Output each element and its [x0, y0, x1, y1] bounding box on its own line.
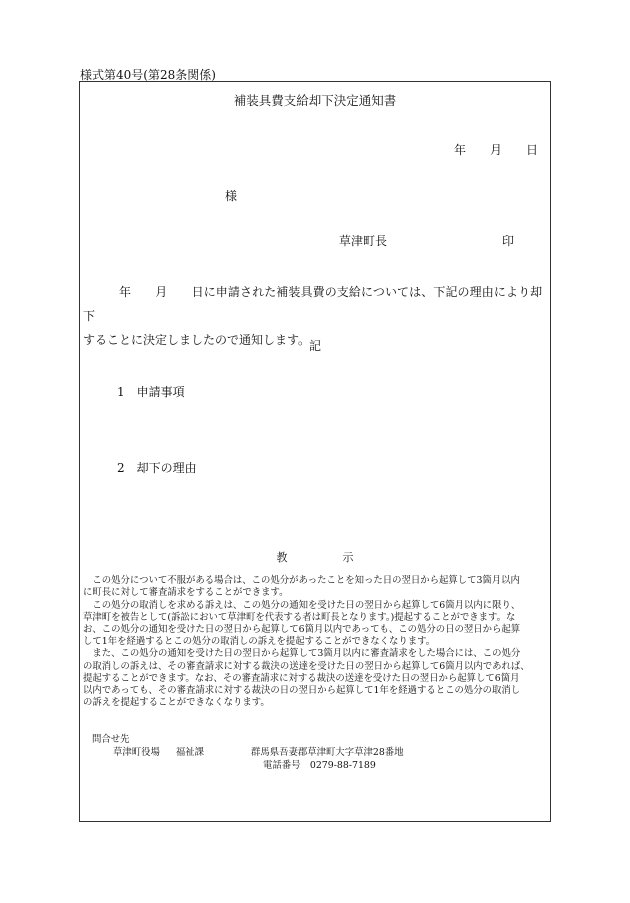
office-name: 草津町役場	[113, 747, 160, 758]
instruction-paragraph-3	[83, 661, 549, 709]
department-name: 福祉課	[175, 747, 205, 758]
instruction-line: に町長に対して審査請求をすることができます。	[83, 587, 289, 599]
item-rejection-reason: 2 却下の理由	[117, 461, 197, 475]
inquiry-phone: 電話番号 0279-88-7189	[263, 760, 376, 771]
instruction-line: 草津町を被告として(訴訟において草津町を代表する者は町長となります。)提起することができます。な	[83, 612, 516, 624]
instruction-line: 提起することができます。なお、その審査請求に対する裁決の送達を受けた日の翌日から起算して6箇月	[83, 673, 520, 685]
instruction-line: また、この処分の通知を受けた日の翌日から起算して3箇月以内に審査請求をした場合には、この処分	[83, 648, 521, 660]
instruction-paragraph-1	[83, 575, 549, 599]
date-month: 月	[490, 143, 503, 157]
inquiry-office	[113, 744, 220, 758]
notice-body-line: することに決定しましたので通知します。	[83, 333, 311, 347]
document-title: 補装具費支給却下決定通知書	[233, 93, 397, 108]
instruction-paragraph-2	[83, 600, 549, 660]
instruction-line: して1年を経過するとこの処分の取消しの訴えを提起することができなくなります。	[83, 636, 436, 648]
issuer-name: 草津町長	[339, 234, 388, 248]
date-day: 日	[526, 143, 539, 157]
notice-frame	[79, 81, 551, 822]
inquiry-address: 群馬県吾妻郡草津町大字草津28番地	[251, 747, 404, 758]
instruction-line: お、この処分の通知を受けた日の翌日から起算して6箇月以内であっても、この処分の日の翌日から起算	[83, 624, 521, 636]
notice-body-line: 年 月 日に申請された補装具費の支給については、下記の理由により却下	[83, 285, 543, 323]
addressee-suffix: 様	[225, 189, 238, 203]
instruction-line: の訴えを提起することができなくなります。	[83, 697, 270, 709]
date-year: 年	[454, 143, 467, 157]
ki-heading: 記	[308, 339, 321, 353]
inquiry-label: 問合せ先	[92, 734, 130, 745]
item-application: 1 申請事項	[117, 385, 185, 399]
instruction-title: 教 示	[276, 551, 354, 564]
instruction-line: この処分の取消しを求める訴えは、この処分の通知を受けた日の翌日から起算して6箇月以内に限り、	[83, 600, 521, 611]
date-line	[454, 141, 538, 158]
form-number-label: 様式第40号(第28条関係)	[80, 68, 216, 82]
instruction-line: 以内であっても、その審査請求に対する裁決の日の翌日から起算して1年を経過するとこの処分の取消し	[83, 685, 521, 697]
seal-mark: 印	[502, 234, 515, 248]
instruction-line: この処分について不服がある場合は、この処分があったことを知った日の翌日から起算して3箇月以内	[83, 575, 520, 586]
instruction-line: の取消しの訴えは、その審査請求に対する裁決の送達を受けた日の翌日から起算して6箇月以内であれば、	[83, 661, 530, 672]
